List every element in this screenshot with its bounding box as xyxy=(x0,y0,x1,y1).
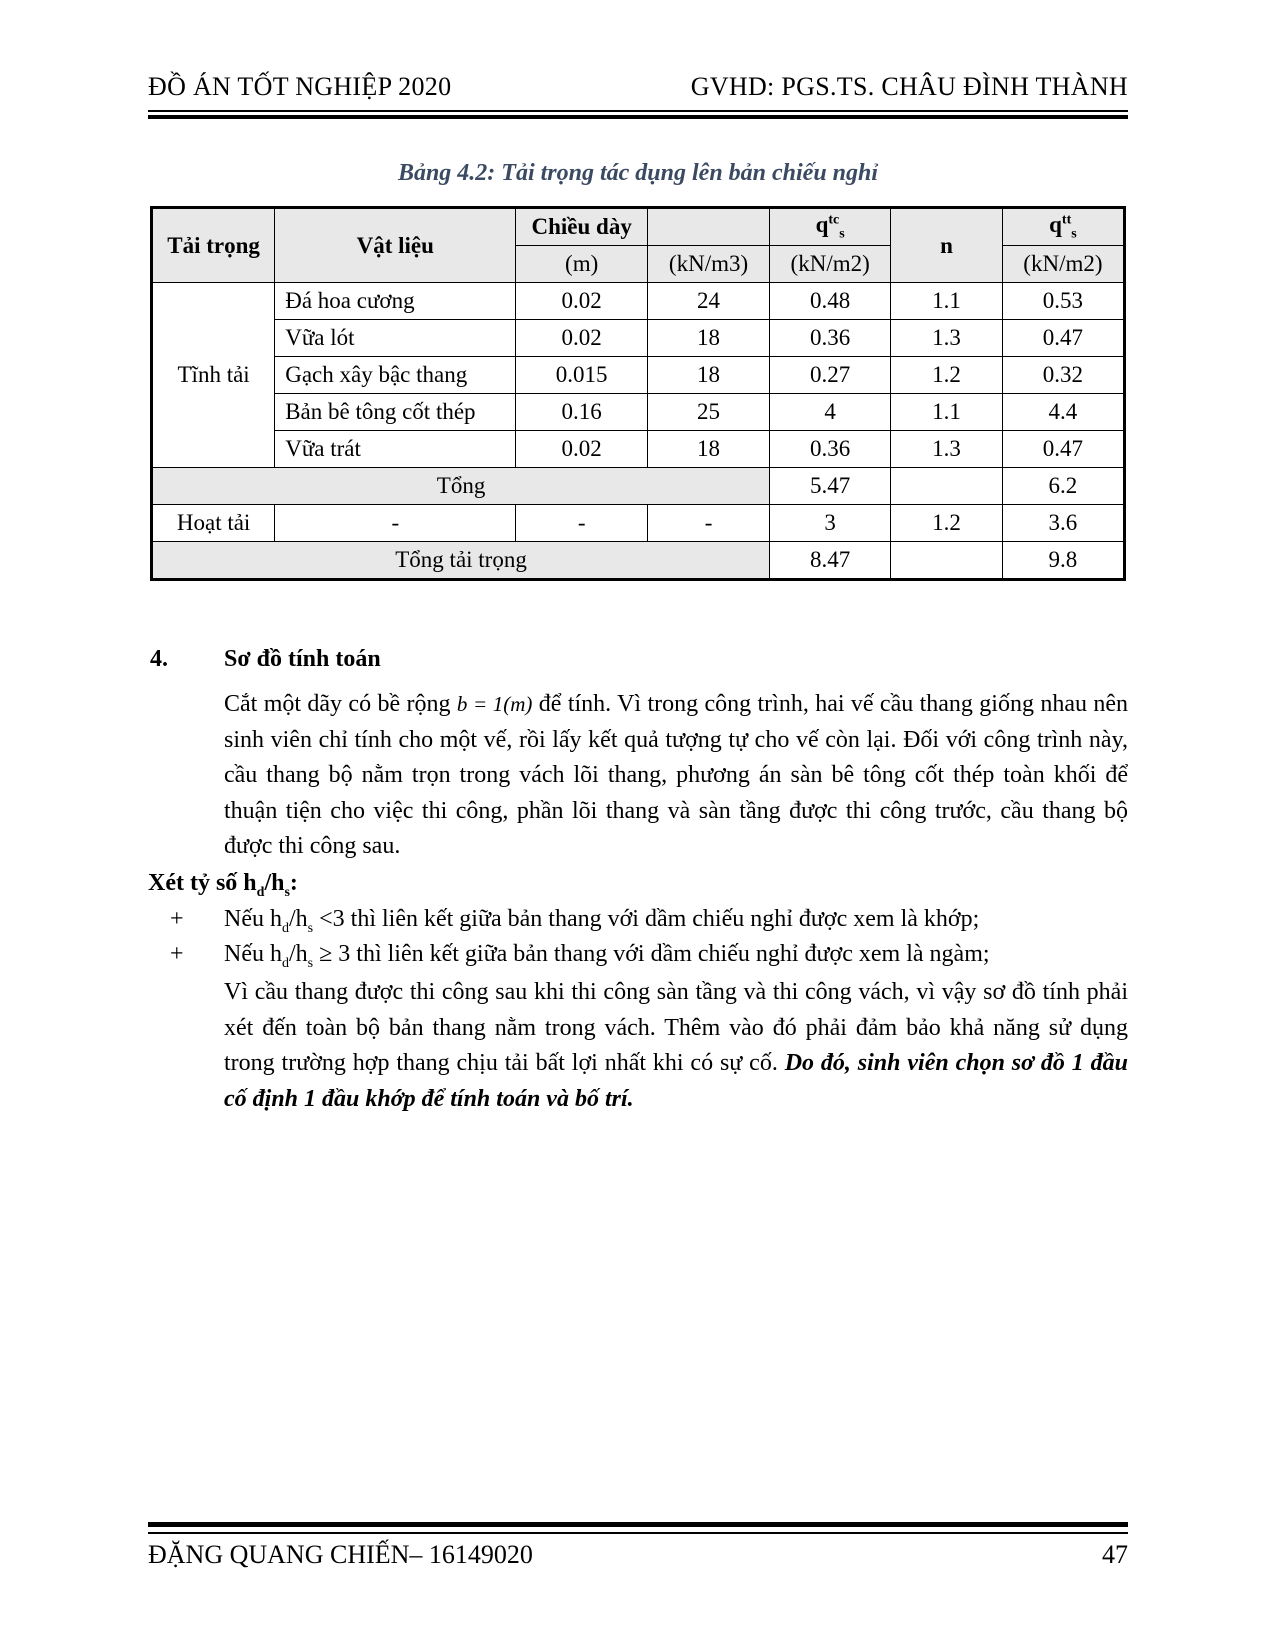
cell-thickness: 0.02 xyxy=(516,431,648,468)
cell-qtc: 0.48 xyxy=(770,283,891,320)
cell-n: 1.3 xyxy=(891,320,1003,357)
subtotal-n xyxy=(891,468,1003,505)
cell-qtc: 3 xyxy=(770,505,891,542)
page-footer xyxy=(148,1540,1128,1570)
subtotal-row xyxy=(152,468,1125,505)
cell-n: 1.1 xyxy=(891,394,1003,431)
paragraph-2: Vì cầu thang được thi công sau khi thi công sàn tầng và thi công vách, vì vậy sơ đồ tính phải xét đến toàn bộ bản thang nằm trong vách. Thêm vào đó phải đảm bảo khả năng sử dụng trong trường hợp thang chịu tải bất lợi nhất khi có sự cố. Do đó, sinh viên chọn sơ đồ 1 đầu cố định 1 đầu khớp để tính toán và bố trí. xyxy=(224,979,1128,1112)
cell-gamma: 18 xyxy=(647,357,769,394)
cell-n: 1.1 xyxy=(891,283,1003,320)
unit-qtc: (kN/m2) xyxy=(770,246,891,283)
cell-material: Vữa trát xyxy=(275,431,516,468)
cell-gamma: - xyxy=(647,505,769,542)
cell-n: 1.2 xyxy=(891,357,1003,394)
cell-n: 1.2 xyxy=(891,505,1003,542)
header-advisor: GVHD: PGS.TS. CHÂU ĐÌNH THÀNH xyxy=(690,72,1128,101)
table-row xyxy=(152,357,1125,394)
cell-qtc: 0.27 xyxy=(770,357,891,394)
cell-qtt: 3.6 xyxy=(1002,505,1124,542)
section-title: Sơ đồ tính toán xyxy=(224,646,381,672)
footer-author: ĐẶNG QUANG CHIẾN– 16149020 xyxy=(148,1540,533,1569)
total-row xyxy=(152,542,1125,580)
bullet-plus: + xyxy=(170,941,184,967)
header-title: ĐỒ ÁN TỐT NGHIỆP 2020 xyxy=(148,72,452,101)
table-row xyxy=(152,320,1125,357)
cell-qtc: 0.36 xyxy=(770,320,891,357)
cell-gamma: 18 xyxy=(647,320,769,357)
table-header-row xyxy=(152,208,1125,246)
table-caption: Bảng 4.2: Tải trọng tác dụng lên bản chiếu nghỉ xyxy=(397,160,879,186)
unit-qtt: (kN/m2) xyxy=(1002,246,1124,283)
cell-thickness: - xyxy=(516,505,648,542)
subtotal-qtc: 5.47 xyxy=(770,468,891,505)
header-load: Tải trọng xyxy=(152,208,275,283)
cell-gamma: 24 xyxy=(647,283,769,320)
table-row xyxy=(152,283,1125,320)
page-header xyxy=(148,72,1128,102)
cell-material: Bản bê tông cốt thép xyxy=(275,394,516,431)
paragraph-1: Cắt một dãy có bề rộng b = 1(m) để tính. Vì trong công trình, hai vế cầu thang giống nhau nên sinh viên chỉ tính cho một vế, rồi lấy kết quả tượng tự cho vế còn lại. Đối với công trình này, cầu thang bộ nằm trọn trong vách lõi thang, phương án sàn bê tông cốt thép toàn khối để thuận tiện cho việc thi công, phần lõi thang và sàn tầng được thi công trước, cầu thang bộ được thi công sau. xyxy=(224,691,1129,859)
cell-material: Gạch xây bậc thang xyxy=(275,357,516,394)
cell-gamma: 25 xyxy=(647,394,769,431)
cell-thickness: 0.02 xyxy=(516,320,648,357)
header-material: Vật liệu xyxy=(275,208,516,283)
header-thickness: Chiều dày xyxy=(516,208,648,246)
cell-qtt: 0.47 xyxy=(1002,431,1124,468)
total-qtt: 9.8 xyxy=(1002,542,1124,580)
live-load-label: Hoạt tải xyxy=(152,505,275,542)
cell-material: - xyxy=(275,505,516,542)
unit-thickness: (m) xyxy=(516,246,648,283)
cell-qtt: 0.32 xyxy=(1002,357,1124,394)
table-row xyxy=(152,431,1125,468)
footer-rule xyxy=(148,1522,1128,1534)
subtotal-label: Tổng xyxy=(152,468,770,505)
formula: b = 1(m) xyxy=(456,692,533,716)
cell-qtt: 4.4 xyxy=(1002,394,1124,431)
cell-qtt: 0.53 xyxy=(1002,283,1124,320)
cell-n: 1.3 xyxy=(891,431,1003,468)
load-table xyxy=(150,206,1126,581)
section-number: 4. xyxy=(150,646,168,672)
page-number: 47 xyxy=(1102,1540,1128,1569)
cell-gamma: 18 xyxy=(647,431,769,468)
section-heading xyxy=(150,646,1130,673)
cell-thickness: 0.16 xyxy=(516,394,648,431)
cell-thickness: 0.02 xyxy=(516,283,648,320)
cell-qtc: 4 xyxy=(770,394,891,431)
total-qtc: 8.47 xyxy=(770,542,891,580)
dead-load-label: Tĩnh tải xyxy=(152,283,275,468)
list-item: + Nếu $h_d/h_s \ge 3$ thì liên kết giữa bản thang với dầm chiếu nghỉ được xem là ngàm; xyxy=(170,941,990,971)
total-n xyxy=(891,542,1003,580)
ratio-heading: Xét tỷ số $h_d/h_s$: xyxy=(148,870,298,900)
table-row xyxy=(152,394,1125,431)
header-qtc: $q^{tc}_s$ xyxy=(770,208,891,246)
header-qtt: $q^{tt}_s$ xyxy=(1002,208,1124,246)
total-label: Tổng tải trọng xyxy=(152,542,770,580)
bullet-plus: + xyxy=(170,906,184,932)
unit-gamma: (kN/m3) xyxy=(647,246,769,283)
header-n: n xyxy=(891,208,1003,283)
cell-qtt: 0.47 xyxy=(1002,320,1124,357)
conclusion-text: Do đó, sinh viên chọn sơ đồ 1 đầu cố định 1 đầu khớp để tính toán và bố trí. xyxy=(224,1050,1128,1112)
cell-material: Đá hoa cương xyxy=(275,283,516,320)
header-gamma xyxy=(647,208,769,246)
cell-material: Vữa lót xyxy=(275,320,516,357)
list-item: + Nếu $h_d/h_s <3$ thì liên kết giữa bản thang với dầm chiếu nghỉ được xem là khớp; xyxy=(170,906,980,936)
cell-thickness: 0.015 xyxy=(516,357,648,394)
subtotal-qtt: 6.2 xyxy=(1002,468,1124,505)
header-rule xyxy=(148,110,1128,119)
live-load-row xyxy=(152,505,1125,542)
cell-qtc: 0.36 xyxy=(770,431,891,468)
